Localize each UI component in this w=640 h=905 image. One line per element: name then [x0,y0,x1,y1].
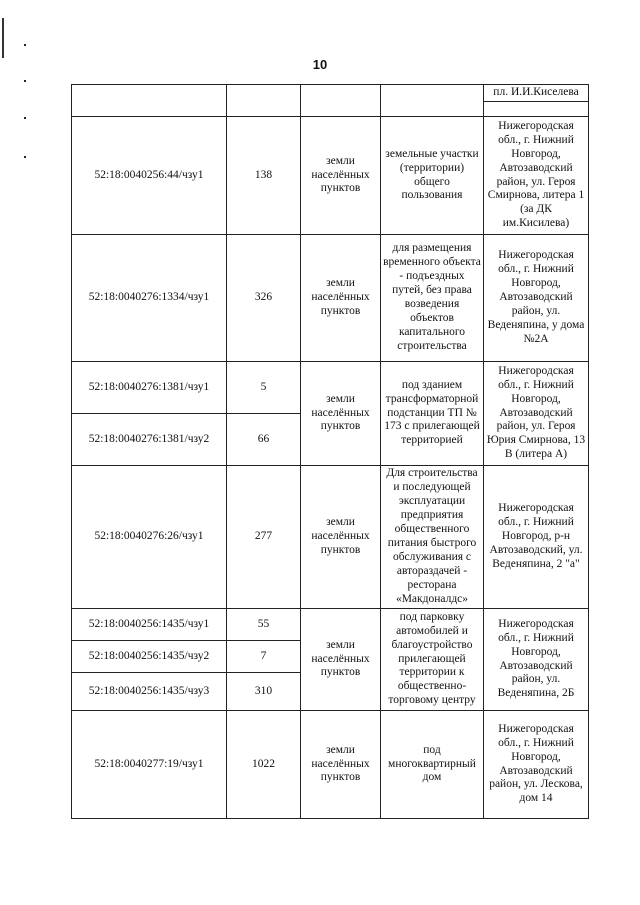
land-category-cell [301,85,381,117]
area-cell: 1022 [227,711,301,819]
cadastral-number-cell: 52:18:0040276:1381/чзу2 [72,414,227,466]
table-row [72,466,589,609]
address-cell: пл. И.И.Киселева [484,85,589,102]
address-cell: Нижегородская обл., г. Нижний Новгород, р-н Автозаводский, ул. Веденяпина, 2 "а" [484,466,589,609]
area-cell: 326 [227,235,301,362]
address-cell: Нижегородская обл., г. Нижний Новгород, Автозаводский район, ул. Веденяпина, 2Б [484,609,589,711]
purpose-cell: под парковку автомобилей и благоустройство прилегающей территории к общественно-торговому центру [381,609,484,711]
purpose-cell: Для строительства и последующей эксплуатации предприятия общественного питания быстрого обслуживания с автораздачей - ресторана «Макдоналдс» [381,466,484,609]
address-cell: Нижегородская обл., г. Нижний Новгород, Автозаводский район, ул. Веденяпина, у дома №2А [484,235,589,362]
table-row [72,117,589,235]
area-cell: 310 [227,673,301,711]
purpose-cell: под зданием трансформаторной подстанции ТП № 173 с прилегающей территорией [381,362,484,466]
scan-margin-mark [24,117,26,119]
land-category-cell: земли населённых пунктов [301,362,381,466]
address-cell: Нижегородская обл., г. Нижний Новгород, Автозаводский район, ул. Лескова, дом 14 [484,711,589,819]
address-cell [484,102,589,117]
land-category-cell: земли населённых пунктов [301,711,381,819]
cadastral-number-cell: 52:18:0040256:1435/чзу1 [72,609,227,641]
area-cell [227,85,301,117]
land-category-cell: земли населённых пунктов [301,609,381,711]
cadastral-number-cell [72,85,227,117]
scan-margin-mark [24,80,26,82]
cadastral-number-cell: 52:18:0040276:26/чзу1 [72,466,227,609]
cadastral-number-cell: 52:18:0040256:44/чзу1 [72,117,227,235]
table-row [72,235,589,362]
table-row [72,362,589,414]
area-cell: 277 [227,466,301,609]
address-cell: Нижегородская обл., г. Нижний Новгород, Автозаводский район, ул. Героя Юрия Смирнова, 13 В (литера А) [484,362,589,466]
scan-margin-mark [24,44,26,46]
table-row [72,85,589,102]
cadastral-number-cell: 52:18:0040277:19/чзу1 [72,711,227,819]
area-cell: 55 [227,609,301,641]
cadastral-number-cell: 52:18:0040256:1435/чзу2 [72,641,227,673]
land-category-cell: земли населённых пунктов [301,117,381,235]
area-cell: 7 [227,641,301,673]
address-cell: Нижегородская обл., г. Нижний Новгород, Автозаводский район, ул. Героя Смирнова, литера 1 (за ДК им.Кисилева) [484,117,589,235]
table-row [72,711,589,819]
land-category-cell: земли населённых пунктов [301,466,381,609]
area-cell: 5 [227,362,301,414]
cadastral-number-cell: 52:18:0040276:1381/чзу1 [72,362,227,414]
area-cell: 138 [227,117,301,235]
purpose-cell: под многоквартирный дом [381,711,484,819]
purpose-cell: земельные участки (территории) общего пользования [381,117,484,235]
cadastral-number-cell: 52:18:0040276:1334/чзу1 [72,235,227,362]
land-plots-table [71,84,589,819]
scan-margin-line [2,18,4,58]
page-number: 10 [312,57,328,72]
cadastral-number-cell: 52:18:0040256:1435/чзу3 [72,673,227,711]
area-cell: 66 [227,414,301,466]
table-row [72,609,589,641]
scan-margin-mark [24,156,26,158]
land-category-cell: земли населённых пунктов [301,235,381,362]
purpose-cell [381,85,484,117]
purpose-cell: для размещения временного объекта - подъездных путей, без права возведения объектов капитального строительства [381,235,484,362]
